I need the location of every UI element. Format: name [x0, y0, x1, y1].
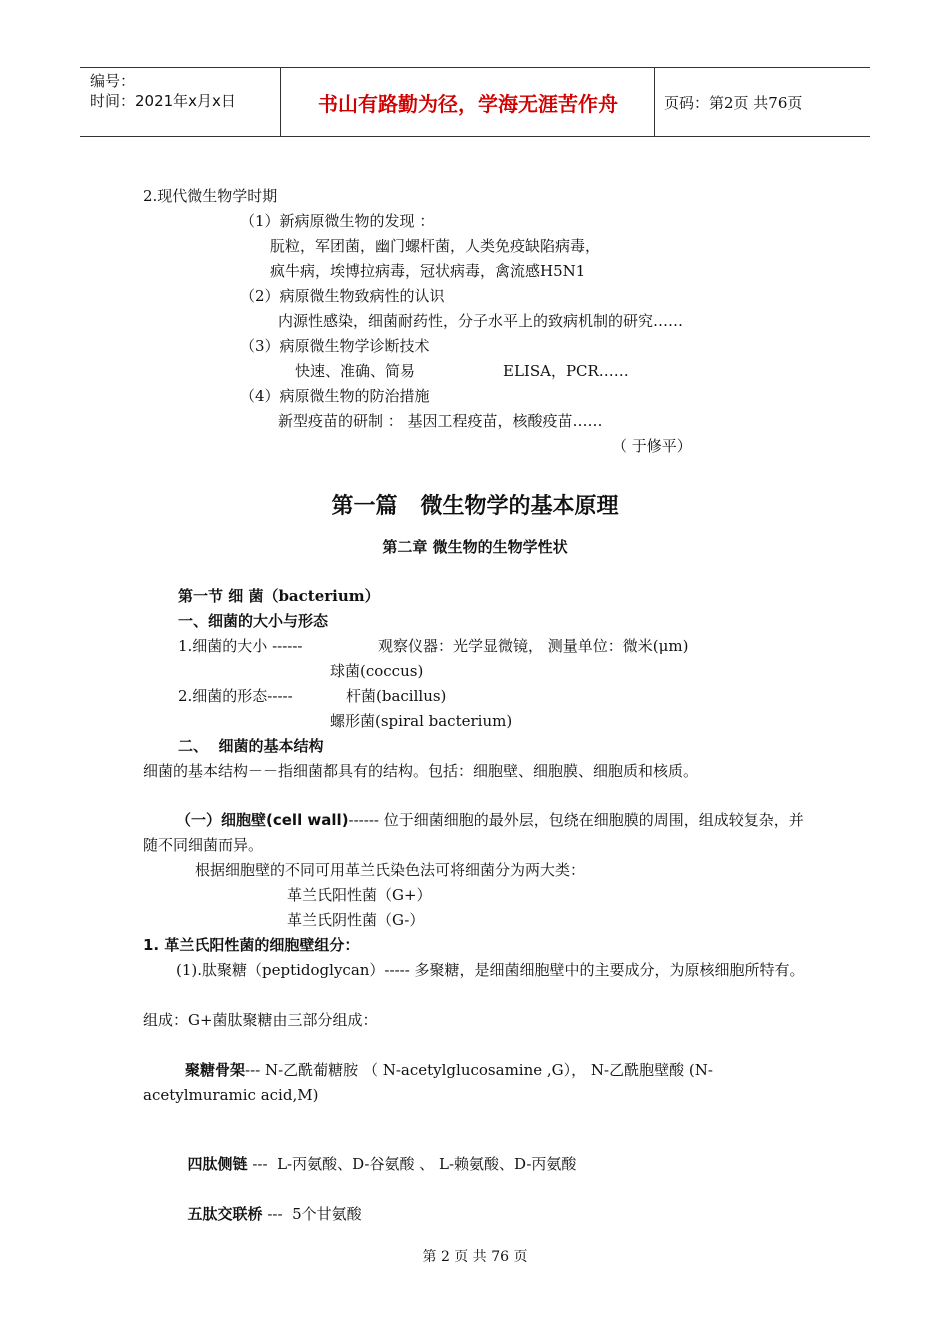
list-item: 新型疫苗的研制 ： 基因工程疫苗，核酸疫苗……: [278, 412, 603, 430]
pentapeptide-line: [178, 1184, 362, 1224]
backbone-heading: 聚糖骨架: [185, 1061, 246, 1079]
gram-positive: 革兰氏阳性菌（G+）: [287, 886, 432, 904]
list-item: （1）新病原微生物的发现 ：: [240, 212, 435, 230]
size-label: 1.细菌的大小 ------: [178, 637, 303, 655]
list-item: 朊粒，军团菌，幽门螺杆菌，人类免疫缺陷病毒，: [270, 237, 601, 255]
list-item: （4）病原微生物的防治措施: [240, 387, 430, 405]
composition-line: 组成：G+菌肽聚糖由三部分组成：: [143, 1011, 378, 1029]
subsection-heading: 二、 细菌的基本结构: [178, 737, 324, 755]
gram-intro: 根据细胞壁的不同可用革兰氏染色法可将细菌分为两大类：: [195, 861, 586, 879]
author: （ 于修平）: [612, 437, 692, 455]
size-desc: 观察仪器：光学显微镜， 测量单位：微米(μm): [378, 637, 689, 655]
shape-item: 球菌(coccus): [330, 662, 424, 680]
basic-structure-definition: 细菌的基本结构－－指细菌都具有的结构。包括：细胞壁、细胞膜、细胞质和核质。: [143, 762, 699, 780]
cell-wall-paragraph: [143, 808, 808, 858]
list-item: 疯牛病，埃博拉病毒，冠状病毒，禽流感H5N1: [270, 262, 586, 280]
backbone-text: --- N-乙酰葡糖胺 （ N-acetylglucosamine ,G）， N-乙酰胞壁酸 (N-acetylmuramic acid,M): [143, 1061, 713, 1104]
gram-positive-wall-title: 1. 革兰氏阳性菌的细胞壁组分：: [143, 936, 360, 954]
header-motto: 书山有路勤为径，学海无涯苦作舟: [318, 91, 618, 116]
subsection-heading: 一、细菌的大小与形态: [178, 612, 329, 630]
cell-wall-heading: （一）细胞壁(cell wall): [176, 811, 349, 829]
pentapeptide-text: --- 5个甘氨酸: [262, 1205, 362, 1223]
chapter-title: 第二章 微生物的生物学性状: [382, 538, 568, 556]
header-page-info: 页码：第2页 共76页: [664, 93, 803, 112]
header-divider: [654, 68, 655, 136]
tetrapeptide-heading: 四肽侧链: [187, 1155, 248, 1173]
list-item: （2）病原微生物致病性的认识: [240, 287, 445, 305]
shape-item: 杆菌(bacillus): [346, 687, 447, 705]
peptidoglycan-paragraph: (1).肽聚糖（peptidoglycan）----- 多聚糖，是细菌细胞壁中的主要成分，为原核细胞所特有。: [176, 961, 805, 979]
section-title: 第一节 细 菌（bacterium）: [178, 587, 380, 605]
page-header: [80, 67, 870, 137]
gram-negative: 革兰氏阴性菌（G-）: [287, 911, 425, 929]
backbone-paragraph: [143, 1058, 808, 1108]
list-item: 内源性感染，细菌耐药性，分子水平上的致病机制的研究……: [278, 312, 684, 330]
tetrapeptide-text: --- L-丙氨酸、D-谷氨酸 、 L-赖氨酸、D-丙氨酸: [247, 1155, 577, 1173]
tetrapeptide-line: [178, 1134, 576, 1174]
cell-wall-text: ------ 位于细菌细胞的最外层，包绕在细胞膜的周围，组成较复杂，并随不同细菌而异。: [143, 811, 804, 854]
modern-period-title: 2.现代微生物学时期: [143, 187, 278, 205]
list-item: ELISA，PCR……: [503, 362, 629, 380]
list-item: （3）病原微生物学诊断技术: [240, 337, 430, 355]
shape-item: 螺形菌(spiral bacterium): [330, 712, 513, 730]
header-meta: [90, 71, 236, 111]
pentapeptide-heading: 五肽交联桥: [187, 1205, 263, 1223]
number-label: 编号：: [90, 72, 136, 90]
header-divider: [280, 68, 281, 136]
shape-label: 2.细菌的形态-----: [178, 687, 293, 705]
page-footer: 第 2 页 共 76 页: [422, 1249, 528, 1265]
date-label: 时间：2021年x月x日: [90, 92, 236, 110]
list-item: 快速、准确、简易: [295, 362, 416, 380]
part-title: 第一篇 微生物学的基本原理: [331, 494, 619, 519]
